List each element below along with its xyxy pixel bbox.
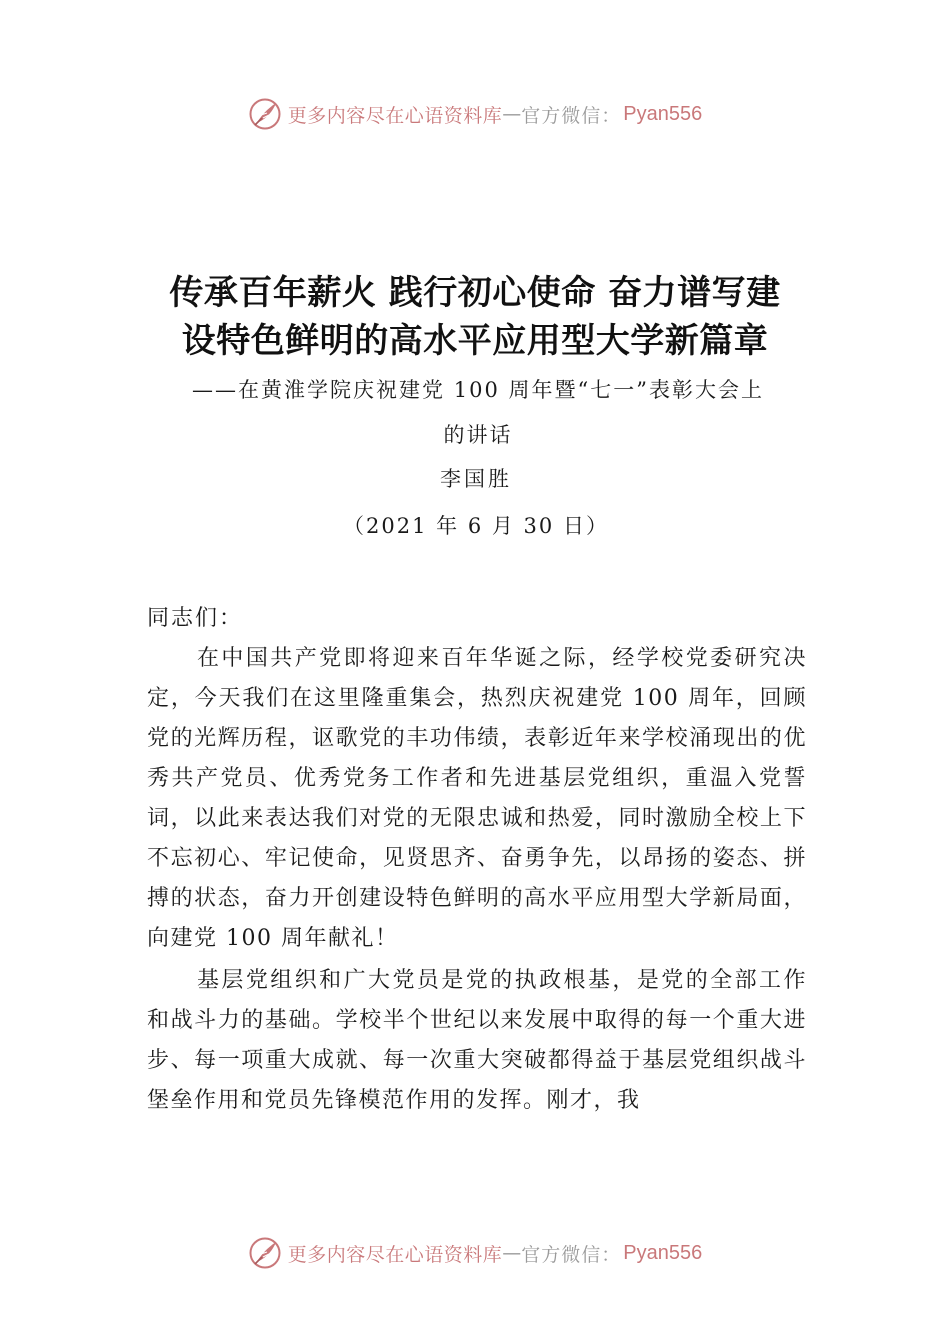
document-subtitle-line-1: ——在黄淮学院庆祝建党 100 周年暨“七一”表彰大会上 [192, 378, 764, 402]
speech-greeting: 同志们： [147, 606, 244, 631]
feather-quill-logo-icon [248, 97, 282, 131]
watermark-wechat-id: Pyan556 [623, 1241, 703, 1264]
document-date: （2021 年 6 月 30 日） [343, 514, 609, 538]
feather-quill-logo-icon [248, 1236, 282, 1270]
watermark-dash: — [502, 103, 522, 125]
watermark-wechat-label: 官方微信： [521, 104, 622, 127]
watermark-wechat-id: Pyan556 [623, 102, 703, 125]
watermark-wechat-label: 官方微信： [521, 1243, 622, 1266]
document-author: 李国胜 [440, 467, 512, 491]
document-title-line-1: 传承百年薪火 践行初心使命 奋力谱写建 [169, 273, 781, 313]
body-paragraph: 在中国共产党即将迎来百年华诞之际，经学校党委研究决定，今天我们在这里隆重集会，热烈庆祝建党 100 周年，回顾党的光辉历程，讴歌党的丰功伟绩，表彰近年来学校涌现出的优秀共产党员、优秀党务工作者和先进基层党组织，重温入党誓词，以此来表达我们对党的无限忠诚和热爱，同时激励全校上下不忘初心、牢记使命，见贤思齐、奋勇争先，以昂扬的姿态、拼搏的状态，奋力开创建设特色鲜明的高水平应用型大学新局面，向建党 100 周年献礼！ [147, 646, 807, 951]
document-title-line-2: 设特色鲜明的高水平应用型大学新篇章 [181, 321, 769, 361]
body-paragraph: 基层党组织和广大党员是党的执政根基，是党的全部工作和战斗力的基础。学校半个世纪以来发展中取得的每一个重大进步、每一项重大成就、每一次重大突破都得益于基层党组织战斗堡垒作用和党员先锋模范作用的发挥。刚才，我 [147, 968, 807, 1113]
document-subtitle-line-2: 的讲话 [443, 423, 513, 447]
header-watermark-banner [0, 94, 950, 134]
watermark-dash: — [502, 1242, 522, 1264]
footer-watermark-banner [0, 1233, 950, 1273]
watermark-main-text: 更多内容尽在心语资料库 [287, 1243, 503, 1266]
watermark-main-text: 更多内容尽在心语资料库 [287, 104, 503, 127]
